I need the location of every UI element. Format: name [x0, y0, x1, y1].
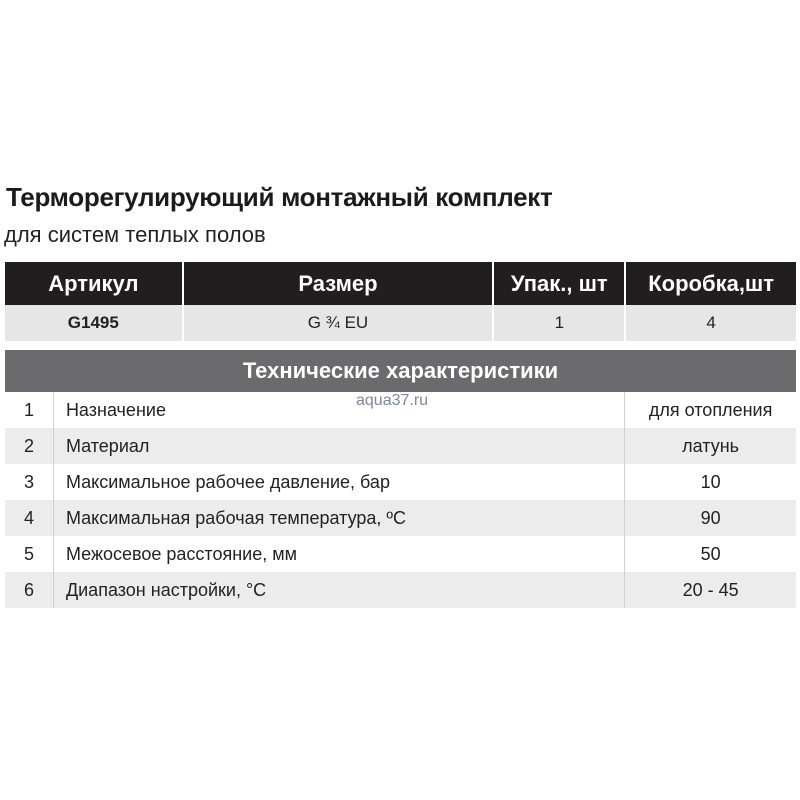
- column-header-article: Артикул: [5, 262, 184, 305]
- spec-number: 3: [5, 464, 54, 500]
- table-row: [5, 305, 796, 341]
- table-row: [5, 464, 796, 500]
- spec-name: Материал: [54, 428, 625, 464]
- table-row: [5, 428, 796, 464]
- page-subtitle: для систем теплых полов: [4, 222, 266, 247]
- spec-value: для отопления: [648, 399, 773, 420]
- spec-value: латунь: [682, 435, 740, 456]
- spec-name: Межосевое расстояние, мм: [54, 536, 625, 572]
- cell-size: G ¾ EU: [184, 305, 495, 341]
- cell-box: 4: [626, 305, 796, 341]
- product-table: [5, 262, 796, 341]
- spec-number: 2: [5, 428, 54, 464]
- spec-number: 6: [5, 572, 54, 608]
- spec-number: 4: [5, 500, 54, 536]
- product-table-header: [5, 262, 796, 305]
- spec-value: 50: [700, 543, 721, 564]
- column-header-size: Размер: [184, 262, 495, 305]
- table-row: [5, 536, 796, 572]
- spec-name: Назначение: [54, 392, 625, 428]
- spec-number: 5: [5, 536, 54, 572]
- spec-name: Максимальное рабочее давление, бар: [54, 464, 625, 500]
- spec-value: 10: [700, 471, 721, 492]
- spec-name: Диапазон настройки, °С: [54, 572, 625, 608]
- column-header-box: Коробка,шт: [626, 262, 796, 305]
- spec-number: 1: [5, 392, 54, 428]
- spec-name: Максимальная рабочая температура, ºС: [54, 500, 625, 536]
- page-title: Терморегулирующий монтажный комплект: [6, 182, 553, 212]
- watermark: aqua37.ru: [356, 392, 429, 409]
- column-header-pack: Упак., шт: [494, 262, 626, 305]
- specs-table: [5, 350, 796, 608]
- spec-value: 90: [700, 507, 721, 528]
- specs-heading: Технические характеристики: [5, 350, 796, 392]
- cell-article: G1495: [5, 305, 184, 341]
- cell-pack: 1: [494, 305, 626, 341]
- specs-rows: [5, 392, 796, 608]
- table-row: [5, 500, 796, 536]
- table-row: [5, 572, 796, 608]
- spec-value: 20 - 45: [682, 579, 739, 600]
